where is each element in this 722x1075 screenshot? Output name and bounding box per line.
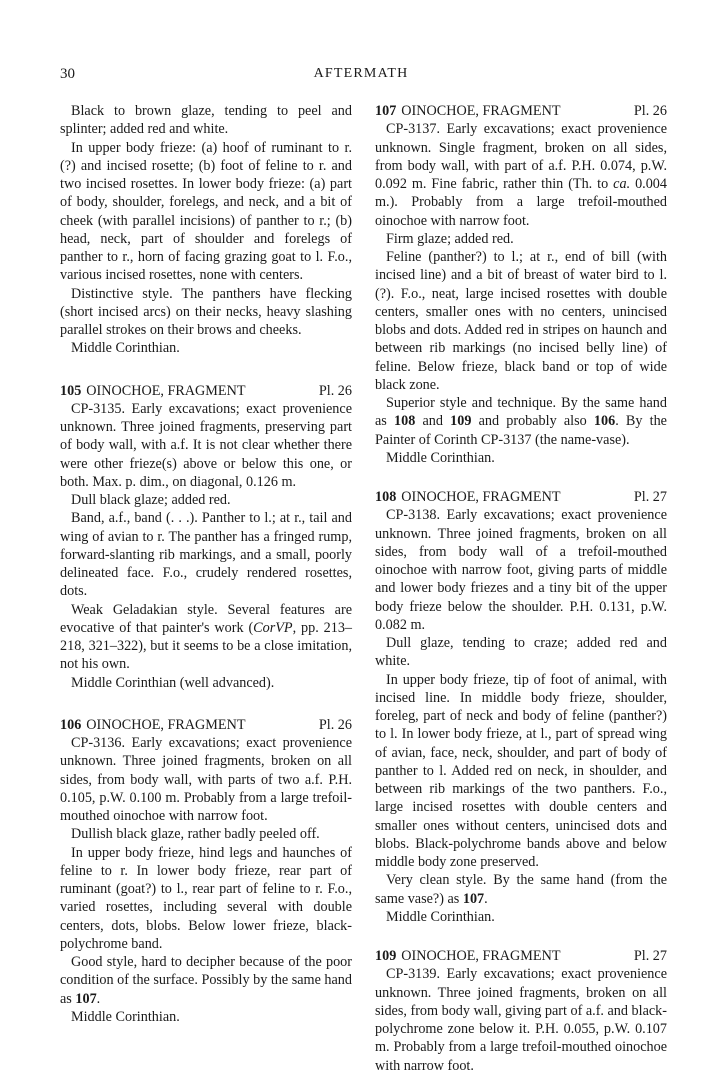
decoration-paragraph: In upper body frieze: (a) hoof of ruminant to r. (?) and incised rosette; (b) foot of feline to r. and two incised rosettes. In lower body frieze: (a) part of body, shoulder, forelegs, and neck, and a bit of cheek (with parallel incisions) of panther to r.; (b) head, neck, part of shoulder and forelegs of panther to r., horn of facing grazing goat to l. F.o., various incised rosettes, none with centers. (60, 139, 352, 284)
style-paragraph: Good style, hard to decipher because of the poor condition of the surface. Possibly by the same hand as 107. (60, 954, 352, 1007)
date-paragraph: Middle Corinthian. (386, 908, 495, 925)
glaze-paragraph: Dullish black glaze, rather badly peeled off. (71, 826, 320, 843)
entry-title: OINOCHOE, FRAGMENT (86, 382, 246, 399)
style-paragraph: Very clean style. By the same hand (from the same vase?) as 107. (375, 872, 667, 907)
entry-number: 106 (60, 716, 82, 733)
glaze-paragraph: Dull glaze, tending to craze; added red and white. (375, 635, 667, 670)
running-title: AFTERMATH (313, 66, 409, 81)
style-paragraph: Weak Geladakian style. Several features are evocative of that painter's work (CorVP, pp. 213–218, 321–322), but it seems to be a close imitation, not his own. (60, 601, 352, 673)
cross-reference-108: 108 (394, 413, 416, 430)
style-paragraph: Superior style and technique. By the same hand as 108 and 109 and probably also 106. By the Painter of Corinth CP-3137 (the name-vase). (375, 395, 667, 448)
entry-106 (60, 716, 352, 1026)
description-paragraph: CP-3139. Early excavations; exact provenience unknown. Three joined fragments, broken on all sides, from body wall, giving part of a.f. and black-polychrome zone below it. P.H. 0.055, p.W. 0.107 m. Probably from a large trefoil-mouthed oinochoe with narrow foot. (375, 966, 667, 1074)
entry-title: OINOCHOE, FRAGMENT (401, 103, 561, 119)
decoration-paragraph: In upper body frieze, hind legs and haunches of feline to r. In lower body frieze, rear part of ruminant (goat?) to l., rear part of feline to r. F.o., varied rosettes, including several with double centers, dots, blobs. Below lower frieze, black-polychrome band. (60, 844, 352, 952)
entry-title: OINOCHOE, FRAGMENT (401, 489, 561, 505)
entry-number: 107 (375, 103, 397, 119)
page-number: 30 (60, 66, 75, 82)
entry-heading (60, 382, 352, 400)
description-paragraph: CP-3137. Early excavations; exact provenience unknown. Single fragment, broken on all sides, from body wall, with part of a.f. P.H. 0.074, p.W. 0.092 m. Fine fabric, rather thin (Th. to ca. 0.004 m.). Probably from a large trefoil-mouthed oinochoe with narrow foot. (375, 121, 667, 229)
cross-reference-109: 109 (450, 413, 472, 430)
decoration-paragraph: Feline (panther?) to l.; at r., end of bill (with incised line) and a bit of breast of water bird to l. (?). F.o., neat, large incised rosettes with double centers, smaller ones with no centers, unincised blobs and dots. Added red in stripes on haunch and between rib markings (no incised belly line) of feline. Below frieze, black band or top of wide black zone. (375, 249, 667, 393)
date-paragraph: Middle Corinthian. (71, 340, 180, 357)
date-paragraph: Middle Corinthian. (386, 449, 495, 466)
entry-heading (375, 947, 667, 965)
plate-reference: Pl. 27 (633, 489, 667, 505)
entry-number: 109 (375, 948, 397, 964)
cross-reference-107: 107 (462, 890, 485, 907)
plate-reference: Pl. 26 (318, 716, 352, 733)
entry-number: 108 (375, 489, 397, 505)
right-column (375, 102, 667, 1075)
entry-number: 105 (60, 382, 82, 399)
entry-heading (60, 716, 352, 734)
description-paragraph: CP-3135. Early excavations; exact provenience unknown. Three joined fragments, preserving part of body wall, with a.f. It is not clear whether there were other frieze(s) above or below this one, or both. Max. p. dim., on diagonal, 0.126 m. (60, 400, 352, 490)
glaze-paragraph: Dull black glaze; added red. (71, 492, 231, 508)
citation-corvp: CorVP (253, 619, 293, 636)
entry-108 (375, 488, 667, 926)
entry-heading (375, 488, 667, 506)
left-column (60, 102, 352, 1026)
plate-reference: Pl. 26 (318, 382, 352, 399)
glaze-paragraph: Black to brown glaze, tending to peel and splinter; added red and white. (60, 103, 352, 138)
cross-reference-107: 107 (75, 990, 97, 1007)
entry-109 (375, 947, 667, 1075)
description-paragraph: CP-3138. Early excavations; exact provenience unknown. Three joined fragments, broken on all sides, from body wall of a trefoil-mouthed oinochoe with narrow foot, giving parts of middle and lower body friezes and a tiny bit of the upper body frieze below the shoulder. P.H. 0.131, p.W. 0.082 m. (375, 507, 667, 633)
entry-105 (60, 382, 352, 692)
glaze-paragraph: Firm glaze; added red. (386, 230, 514, 247)
cross-reference-106: 106 (593, 413, 616, 430)
entry-title: OINOCHOE, FRAGMENT (86, 716, 246, 733)
decoration-paragraph: In upper body frieze, tip of foot of animal, with incised line. In middle body frieze, shoulder, foreleg, part of neck and body of feline (panther?) to l. In lower body frieze, at l., part of spread wing of avian, face, neck, shoulder, and part of body of panther to l. Added red on neck, in shoulder, and between rib markings of the two panthers. F.o., large incised rosettes with double centers and smaller ones without centers, unincised dots and blobs. Black-polychrome bands above and below middle body zone preserved. (375, 671, 667, 870)
entry-title: OINOCHOE, FRAGMENT (401, 948, 561, 964)
entry-heading (375, 102, 667, 120)
plate-reference: Pl. 27 (633, 948, 667, 964)
entry-107 (375, 102, 667, 467)
description-paragraph: CP-3136. Early excavations; exact provenience unknown. Three joined fragments, broken on all sides, from body wall, with parts of two a.f. P.H. 0.105, p.W. 0.100 m. Probably from a large trefoil-mouthed oinochoe with narrow foot. (60, 735, 352, 824)
date-paragraph: Middle Corinthian (well advanced). (71, 674, 275, 691)
decoration-paragraph: Band, a.f., band (. . .). Panther to l.; at r., tail and wing of avian to r. The panther has a fringed rump, forward-slanting rib markings, and a small, poorly delineated face. F.o., crudely rendered rosettes, dots. (60, 510, 352, 600)
plate-reference: Pl. 26 (633, 103, 667, 119)
entry-104-continuation (60, 102, 352, 358)
date-paragraph: Middle Corinthian. (71, 1008, 180, 1025)
style-paragraph: Distinctive style. The panthers have flecking (short incised arcs) on their necks, heavy slashing parallel strokes on their brows and cheeks. (60, 285, 352, 338)
